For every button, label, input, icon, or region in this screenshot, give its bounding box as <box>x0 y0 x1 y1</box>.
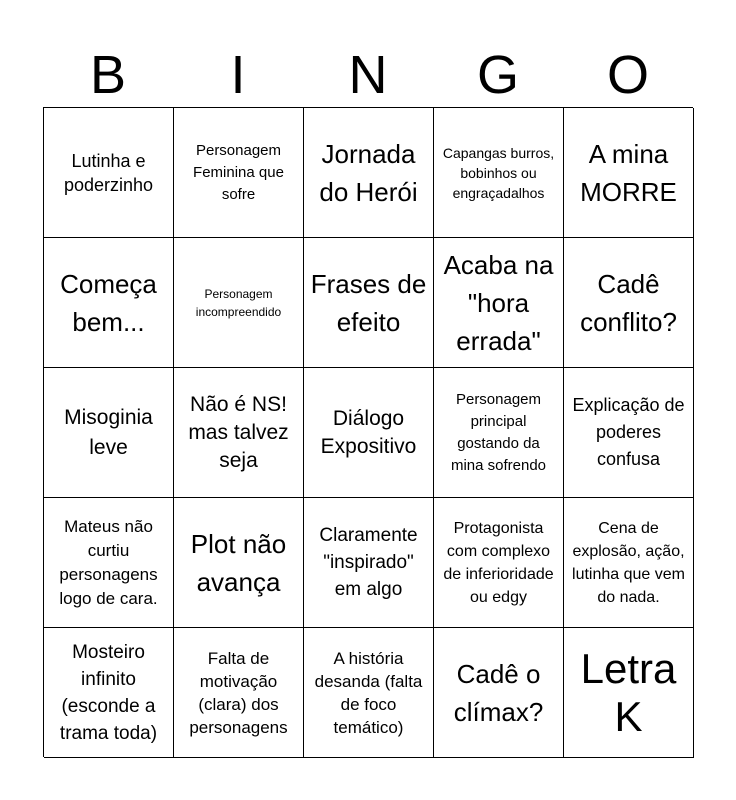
bingo-cell-r1c3[interactable] <box>304 108 434 238</box>
bingo-cell-r1c1[interactable] <box>44 108 174 238</box>
bingo-cell-r4c3[interactable] <box>304 498 434 628</box>
cell-text: Capangas burros, bobinhos ou engraçadalhos <box>442 144 555 201</box>
header-letter-o: O <box>606 45 649 105</box>
bingo-cell-r3c3[interactable] <box>304 368 434 498</box>
cell-text: Explicação de poderes confusa <box>572 395 685 469</box>
bingo-cell-r1c4[interactable] <box>434 108 564 238</box>
header-letter-b: B <box>89 45 127 105</box>
cell-text: Protagonista com complexo de inferioridade ou edgy <box>443 519 554 606</box>
bingo-cell-r1c5[interactable] <box>564 108 694 238</box>
bingo-board <box>43 107 693 757</box>
bingo-cell-r5c3[interactable] <box>304 628 434 758</box>
bingo-cell-r4c1[interactable] <box>44 498 174 628</box>
bingo-cell-r3c2[interactable] <box>174 368 304 498</box>
cell-text: Letra K <box>580 644 677 740</box>
bingo-cell-r4c2[interactable] <box>174 498 304 628</box>
bingo-cell-r4c5[interactable] <box>564 498 694 628</box>
bingo-cell-r2c5[interactable] <box>564 238 694 368</box>
cell-text: Frases de efeito <box>310 268 427 337</box>
cell-text: Começa bem... <box>60 268 157 337</box>
cell-text: Cadê conflito? <box>580 268 677 337</box>
cell-text: Jornada do Herói <box>319 138 418 207</box>
cell-text: Cena de explosão, ação, lutinha que vem do nada. <box>572 519 685 606</box>
cell-text: Mosteiro infinito (esconde a trama toda) <box>59 641 158 744</box>
cell-text: Personagem incompreendido <box>195 286 282 319</box>
cell-text: Acaba na "hora errada" <box>443 249 554 356</box>
bingo-header <box>43 42 693 108</box>
bingo-cell-r3c5[interactable] <box>564 368 694 498</box>
cell-text: Misoginia leve <box>64 405 153 459</box>
cell-text: Claramente "inspirado" em algo <box>319 525 418 600</box>
cell-text: Personagem Feminina que sofre <box>193 141 284 203</box>
bingo-cell-r2c4[interactable] <box>434 238 564 368</box>
cell-text: Personagem principal gostando da mina sofrendo <box>450 390 547 474</box>
bingo-cell-r4c4[interactable] <box>434 498 564 628</box>
cell-text: Plot não avança <box>190 528 287 597</box>
cell-text: Lutinha e poderzinho <box>63 150 154 195</box>
cell-text: A história desanda (falta de foco temático) <box>314 648 423 737</box>
cell-text: A mina MORRE <box>580 138 677 207</box>
header-letter-i: I <box>230 45 246 105</box>
cell-text: Cadê o clímax? <box>453 658 544 727</box>
cell-text: Diálogo Expositivo <box>320 406 417 458</box>
bingo-cell-r5c1[interactable] <box>44 628 174 758</box>
header-letter-n: N <box>348 45 388 105</box>
bingo-cell-r5c5[interactable] <box>564 628 694 758</box>
bingo-cell-r1c2[interactable] <box>174 108 304 238</box>
cell-text: Não é NS! mas talvez seja <box>188 392 289 472</box>
header-letter-g: G <box>476 45 519 105</box>
bingo-cell-r2c2[interactable] <box>174 238 304 368</box>
cell-text: Mateus não curtiu personagens logo de cara. <box>59 516 158 608</box>
bingo-cell-r2c3[interactable] <box>304 238 434 368</box>
bingo-cell-r3c4[interactable] <box>434 368 564 498</box>
bingo-cell-r3c1[interactable] <box>44 368 174 498</box>
cell-text: Falta de motivação (clara) dos personagens <box>189 648 288 737</box>
bingo-cell-r2c1[interactable] <box>44 238 174 368</box>
bingo-cell-r5c4[interactable] <box>434 628 564 758</box>
bingo-cell-r5c2[interactable] <box>174 628 304 758</box>
